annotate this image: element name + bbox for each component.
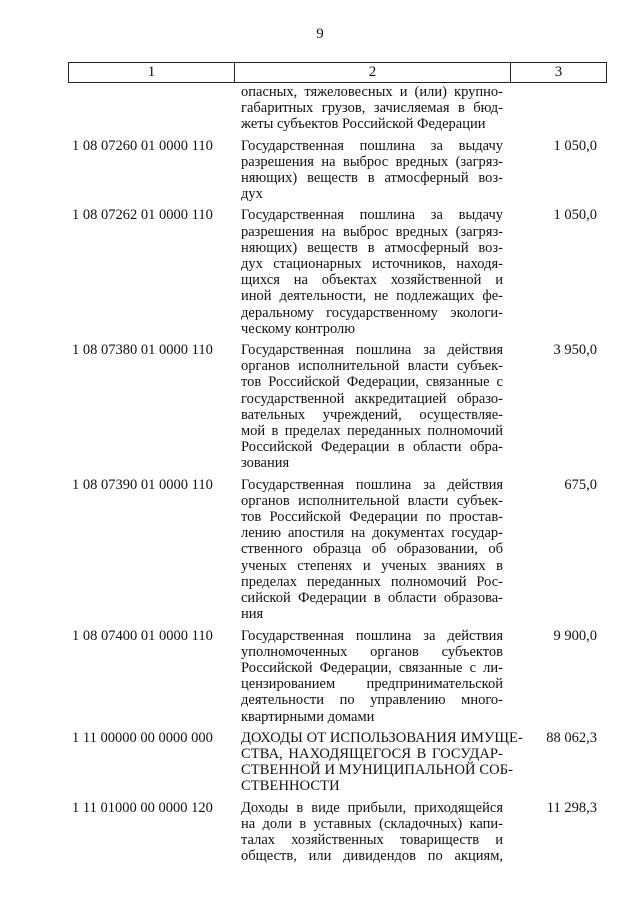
table-row	[68, 628, 607, 725]
text-line: Государственная пошлина за выдачу	[241, 137, 503, 154]
text-line: щихся на объектах хозяйственной и	[241, 272, 503, 289]
text-line: квартирными домами	[241, 708, 375, 725]
text-line: Российской Федерации, связанные с ли-	[241, 659, 503, 676]
text-line: дух	[241, 186, 263, 203]
text-line: на доли в уставных (складочных) капи-	[241, 815, 503, 832]
text-line: няющих) веществ в атмосферный воз-	[241, 239, 503, 256]
page-number: 9	[316, 26, 324, 42]
header-col-3: 3	[554, 64, 563, 80]
text-line: органов исполнительной власти субъек-	[241, 358, 503, 375]
text-line: ДОХОДЫ ОТ ИСПОЛЬЗОВАНИЯ ИМУЩЕ-	[241, 729, 523, 746]
text-line: иной деятельности, не подлежащих фе-	[241, 288, 503, 305]
text-line: ственного образца об образовании, об	[241, 541, 503, 558]
table-header	[68, 62, 607, 83]
text-line: Доходы в виде прибыли, приходящейся	[241, 799, 503, 816]
row-amount: 1 050,0	[553, 137, 597, 154]
row-name	[241, 207, 503, 337]
row-name	[241, 628, 503, 725]
row-name	[241, 342, 503, 472]
continuation-row	[68, 84, 607, 133]
row-code: 1 08 07380 01 0000 110	[72, 342, 213, 359]
text-line: СТВА, НАХОДЯЩЕГОСЯ В ГОСУДАР-	[241, 745, 503, 762]
text-line: жеты субъектов Российской Федерации	[241, 116, 486, 133]
text-line: Государственная пошлина за действия	[241, 627, 503, 644]
row-code	[68, 84, 234, 133]
row-amount	[503, 84, 607, 133]
text-line: габаритных грузов, зачисляемая в бюд-	[241, 100, 503, 117]
row-amount: 9 900,0	[553, 627, 597, 644]
table-row	[68, 730, 607, 795]
row-amount: 675,0	[564, 476, 597, 493]
text-line: СТВЕННОСТИ	[241, 778, 340, 795]
row-name	[241, 477, 503, 623]
text-line: лению апостиля на документах государ-	[241, 525, 503, 542]
text-line: мой в пределах переданных полномочий	[241, 423, 503, 440]
text-line: уполномоченных органов субъектов	[241, 643, 503, 660]
table-row	[68, 207, 607, 337]
text-line: деральному государственному экологи-	[241, 304, 503, 321]
text-line: разрешения на выброс вредных (загряз-	[241, 153, 503, 170]
text-line: Государственная пошлина за выдачу	[241, 207, 503, 224]
row-code: 1 11 00000 00 0000 000	[72, 729, 213, 746]
row-amount: 88 062,3	[546, 729, 597, 746]
text-line: вательных учреждений, осуществляе-	[241, 406, 503, 423]
text-line: зования	[241, 455, 290, 472]
text-line: государственной аккредитацией образо-	[241, 390, 503, 407]
row-code: 1 08 07400 01 0000 110	[72, 627, 213, 644]
table-row	[68, 800, 607, 865]
table-row	[68, 477, 607, 623]
row-name	[241, 729, 523, 795]
row-amount: 3 950,0	[553, 342, 597, 359]
text-line: пределах переданных полномочий Рос-	[241, 573, 503, 590]
text-line: няющих) веществ в атмосферный воз-	[241, 170, 503, 187]
text-line: тов Российской Федерации по простав-	[241, 509, 503, 526]
text-line: дух стационарных источников, находя-	[241, 256, 503, 273]
text-line: разрешения на выброс вредных (загряз-	[241, 223, 503, 240]
row-code: 1 08 07260 01 0000 110	[72, 137, 213, 154]
text-line: деятельности по управлению много-	[241, 692, 503, 709]
text-line: СТВЕННОЙ И МУНИЦИПАЛЬНОЙ СОБ-	[241, 762, 514, 779]
text-line: ученых степенях и ученых званиях в	[241, 557, 503, 574]
text-line: Государственная пошлина за действия	[241, 476, 503, 493]
text-line: обществ, или дивидендов по акциям,	[241, 848, 503, 865]
row-code: 1 11 01000 00 0000 120	[72, 799, 213, 816]
row-name	[241, 138, 503, 203]
text-line: опасных, тяжеловесных и (или) крупно-	[241, 84, 503, 100]
text-line: тов Российской Федерации, связанные с	[241, 374, 503, 391]
text-line: ния	[241, 606, 264, 623]
text-line: органов исполнительной власти субъек-	[241, 492, 503, 509]
row-name	[241, 800, 503, 865]
text-line: Российской Федерации в области обра-	[241, 439, 503, 456]
row-code: 1 08 07262 01 0000 110	[72, 207, 213, 224]
row-amount: 11 298,3	[546, 799, 597, 816]
text-line: Государственная пошлина за действия	[241, 342, 503, 359]
row-amount: 1 050,0	[553, 207, 597, 224]
table-body	[68, 84, 607, 869]
text-line: талах хозяйственных товариществ и	[241, 831, 503, 848]
row-code: 1 08 07390 01 0000 110	[72, 476, 213, 493]
text-line: ческому контролю	[241, 320, 356, 337]
header-col-2: 2	[235, 63, 511, 82]
table-row	[68, 342, 607, 472]
row-name	[241, 84, 503, 133]
text-line: цензированием предпринимательской	[241, 676, 503, 693]
text-line: сийской Федерации в области образова-	[241, 590, 503, 607]
table-row	[68, 138, 607, 203]
header-col-1: 1	[69, 63, 235, 82]
